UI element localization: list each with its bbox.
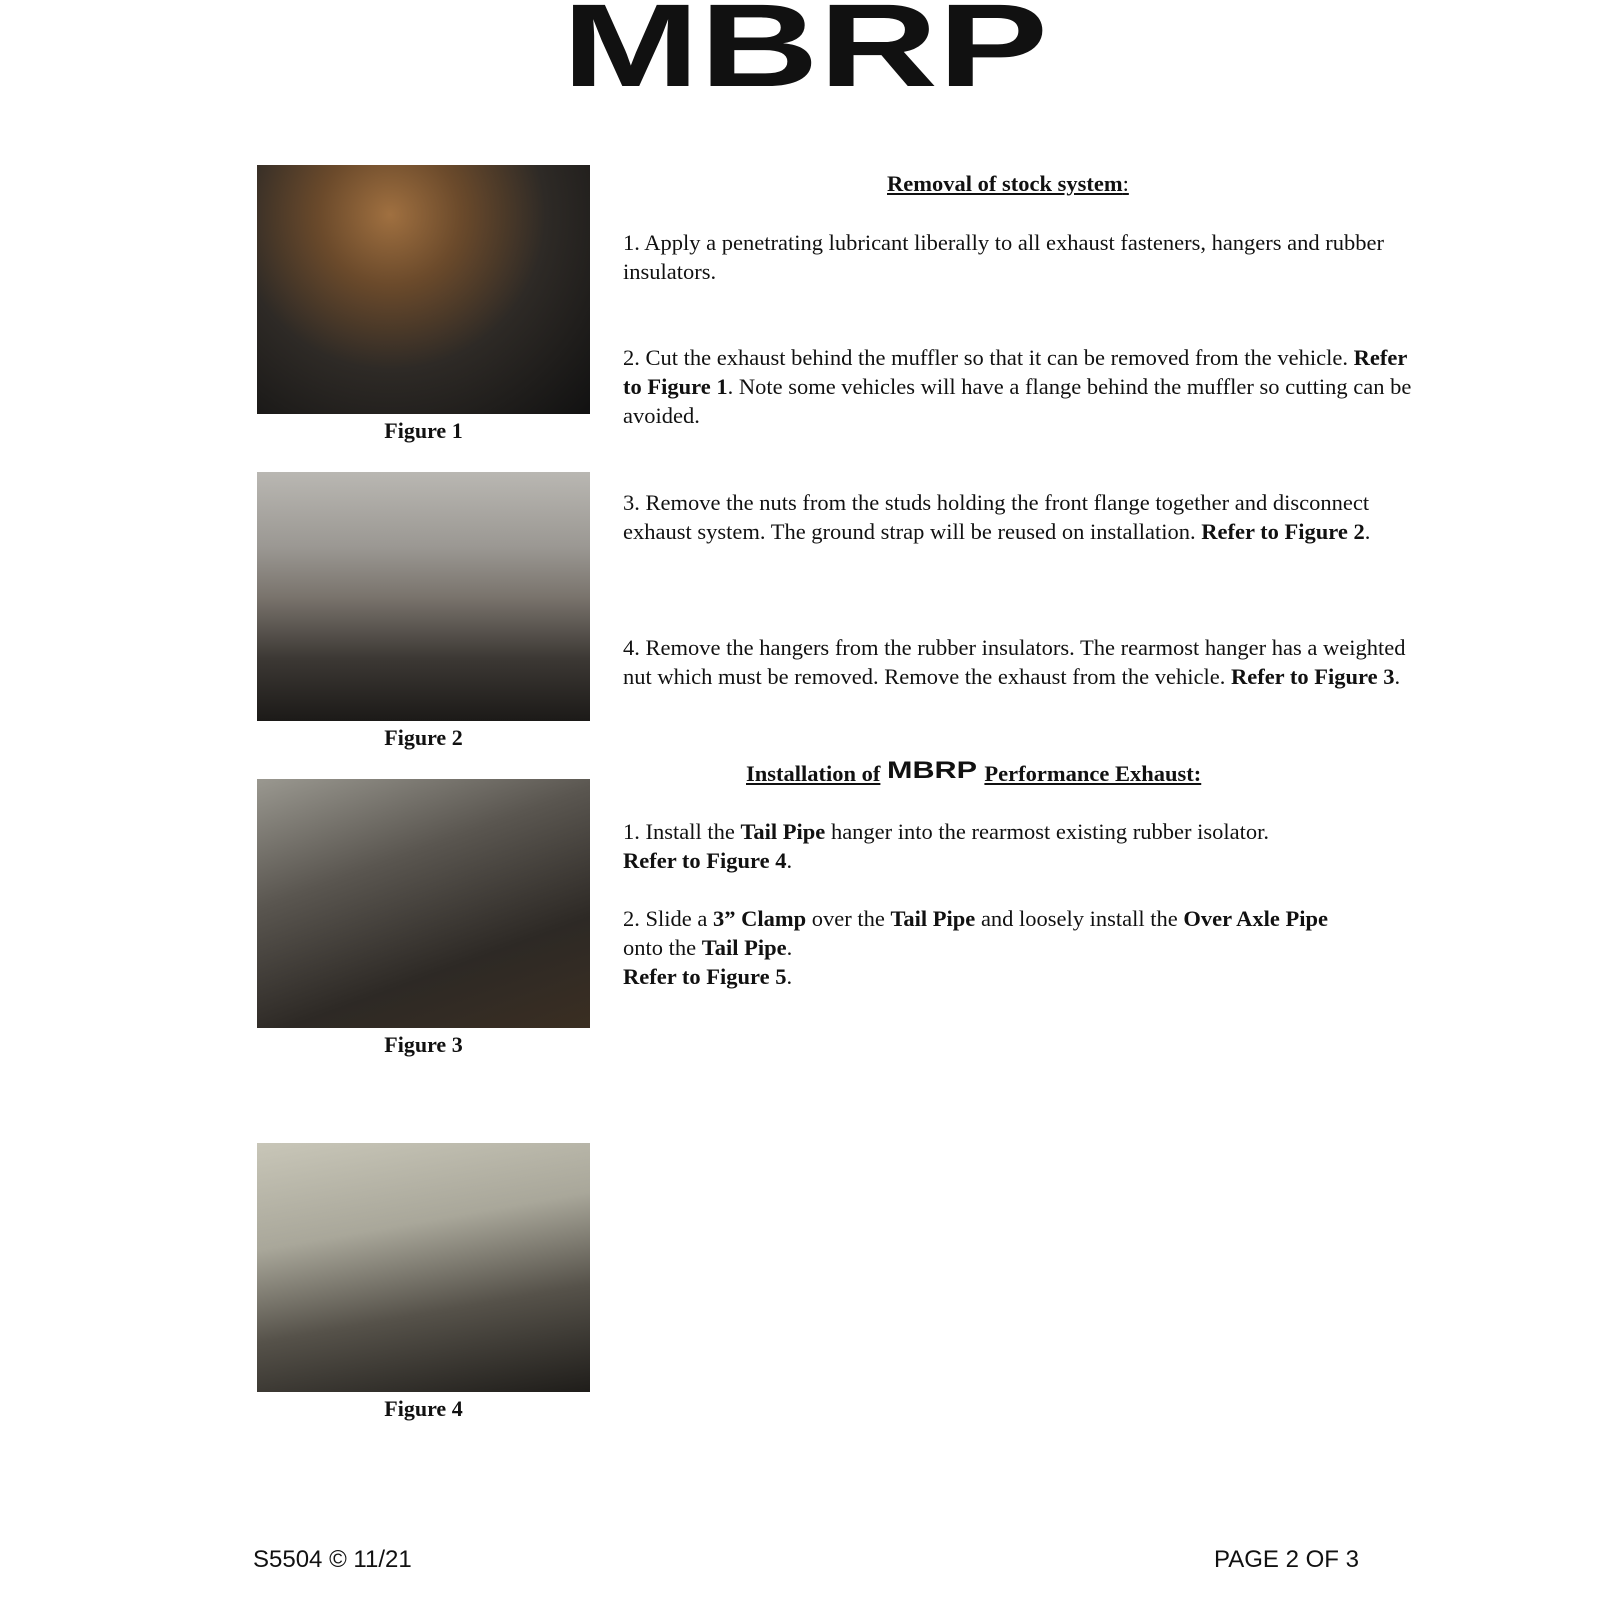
figure-4-photo	[257, 1143, 590, 1392]
removal-step-2: 2. Cut the exhaust behind the muffler so that it can be removed from the vehicle. Refer to Figure 1. Note some vehicles will have a flange behind the muffler so cutting can be avoided.	[623, 345, 1412, 428]
install-step-1: 1. Install the Tail Pipe hanger into the rearmost existing rubber isolator. Refer to Figure 4.	[623, 819, 1269, 873]
figure-1-photo	[257, 165, 590, 414]
figure-3-caption: Figure 3	[384, 1032, 463, 1057]
removal-step-4: 4. Remove the hangers from the rubber insulators. The rearmost hanger has a weighted nut which must be removed. Remove the exhaust from the vehicle. Refer to Figure 3.	[623, 635, 1406, 689]
footer-part-number: S5504 © 11/21	[253, 1546, 412, 1573]
figure-2	[257, 472, 590, 751]
install-step-2: 2. Slide a 3” Clamp over the Tail Pipe and loosely install the Over Axle Pipe onto the Tail Pipe. Refer to Figure 5.	[623, 906, 1328, 989]
footer-page-number: PAGE 2 OF 3	[1214, 1546, 1359, 1573]
figure-3	[257, 779, 590, 1058]
mbrp-inline-logo	[886, 759, 978, 781]
installation-heading: Installation of MBRP Performance Exhaust:	[746, 759, 1202, 786]
figure-4-caption: Figure 4	[384, 1396, 463, 1421]
figure-3-photo	[257, 779, 590, 1028]
mbrp-logo	[560, 0, 1050, 92]
logo-text: MBRP	[562, 0, 1048, 92]
removal-heading: Removal of stock system:	[887, 171, 1129, 196]
figure-2-caption: Figure 2	[384, 725, 463, 750]
removal-step-1: 1. Apply a penetrating lubricant liberally to all exhaust fasteners, hangers and rubber insulators.	[623, 230, 1385, 284]
figure-4	[257, 1143, 590, 1422]
svg-text:MBRP: MBRP	[887, 759, 978, 781]
figure-1	[257, 165, 590, 444]
figure-1-caption: Figure 1	[384, 418, 463, 443]
removal-step-3: 3. Remove the nuts from the studs holding the front flange together and disconnect exhaust system. The ground strap will be reused on installation. Refer to Figure 2.	[623, 490, 1371, 544]
figure-2-photo	[257, 472, 590, 721]
